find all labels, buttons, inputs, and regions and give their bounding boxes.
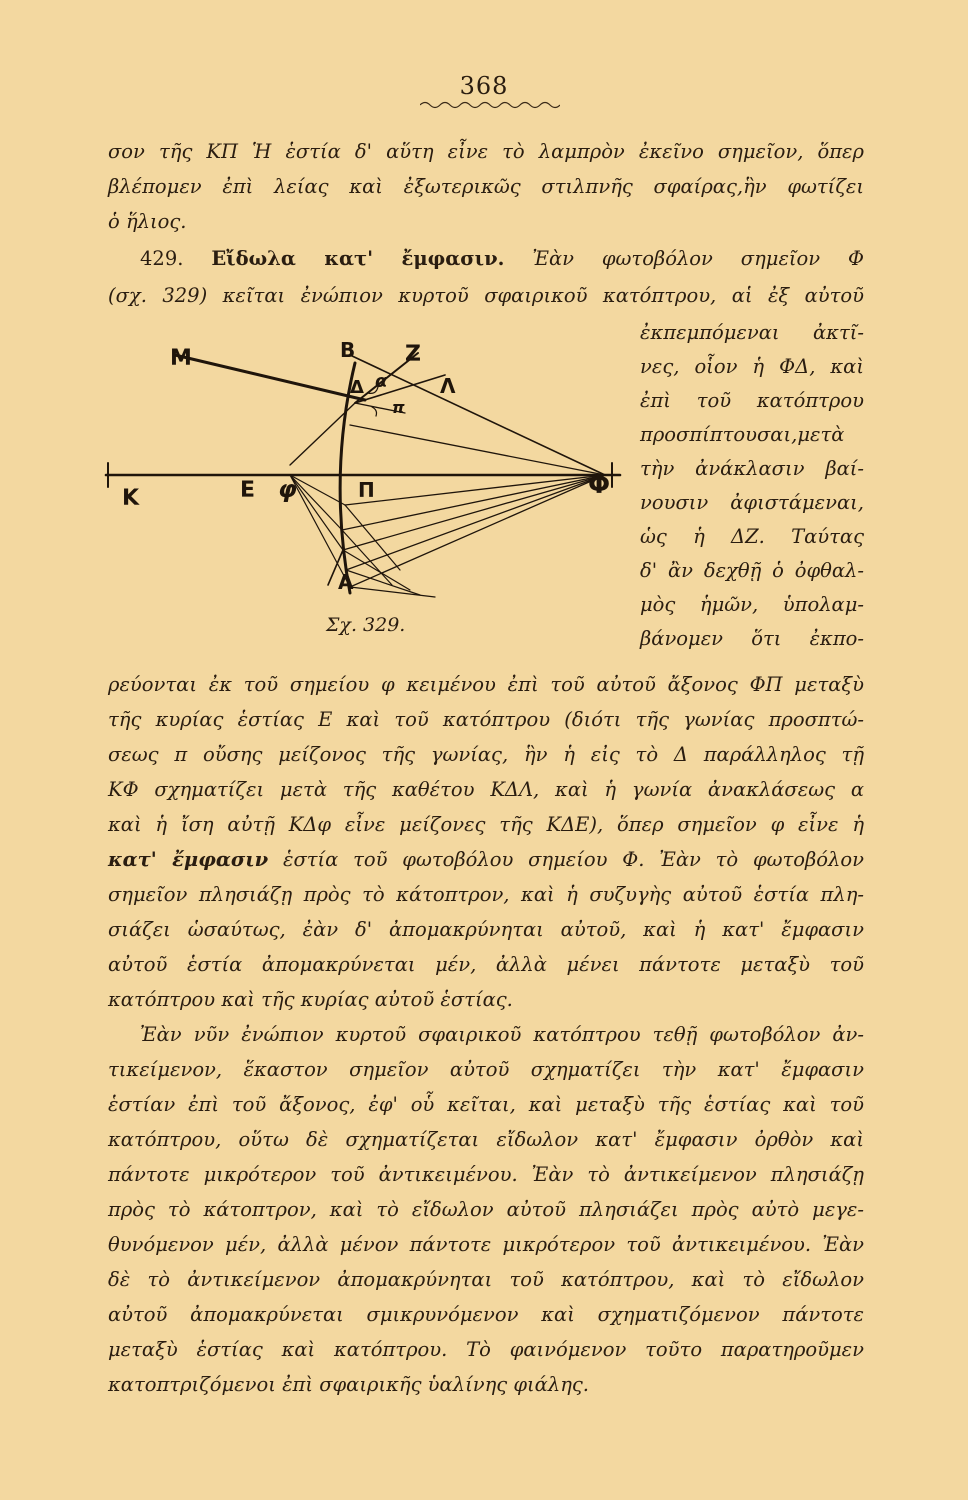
reflect-3 — [290, 475, 343, 550]
convex-mirror-diagram — [100, 335, 625, 615]
text-line: σον τῆς ΚΠ Ἡ ἑστία δ' αὕτη εἶνε τὸ λαμπρὸν ἐκεῖνο σημεῖον, ὅπερ — [108, 140, 864, 163]
text-line: αὐτοῦ ἑστία ἀπομακρύνεται μέν, ἀλλὰ μένει πάντοτε μεταξὺ τοῦ — [108, 953, 864, 976]
text-line: κατοπτριζόμενοι ἐπὶ σφαιρικῆς ὑαλίνης φιάλης. — [108, 1373, 589, 1396]
reflect-2 — [290, 475, 342, 530]
section-rest: Ἐὰν φωτοβόλον σημεῖον Φ — [532, 247, 865, 270]
section-title: Εἴδωλα κατ' ἔμφασιν. — [211, 247, 505, 270]
label-K: Κ — [122, 486, 140, 511]
text-line: ΚΦ σχηματίζει μετὰ τῆς καθέτου ΚΔΛ, καὶ ἡ γωνία ἀνακλάσεως α — [108, 778, 864, 801]
side-line: νουσιν ἀφιστάμεναι, — [640, 491, 864, 514]
page-number: 368 — [459, 72, 509, 100]
label-Phi: Φ — [588, 470, 611, 500]
outgoing-4 — [350, 587, 435, 597]
side-line: τὴν ἀνάκλασιν βαί- — [640, 457, 864, 480]
side-line: ὡς ἡ ΔΖ. Ταύτας — [640, 525, 864, 548]
ray-M — [175, 355, 365, 400]
label-phi: φ — [278, 475, 297, 503]
pi-arc — [372, 407, 377, 416]
text-line: αὐτοῦ ἀπομακρύνεται σμικρυνόμενον καὶ σχηματιζόμενον πάντοτε — [108, 1303, 864, 1326]
text-line: μεταξὺ ἑστίας καὶ κατόπτρου. Τὸ φαινόμενον τοῦτο παρατηροῦμεν — [108, 1338, 864, 1361]
ray-fan-5 — [346, 475, 605, 570]
side-line: προσπίπτουσαι,μετὰ — [640, 423, 845, 446]
text-line: κατόπτρου καὶ τῆς κυρίας αὐτοῦ ἑστίας. — [108, 988, 513, 1011]
text-line: καὶ ἡ ἴση αὐτῇ ΚΔφ εἶνε μείζονες τῆς ΚΔΕ), ὅπερ σημεῖον φ εἶνε ἡ — [108, 813, 864, 836]
ray-B-phi — [350, 355, 605, 475]
text-line: δὲ τὸ ἀντικείμενον ἀπομακρύνηται τοῦ κατόπτρου, καὶ τὸ εἴδωλον — [108, 1268, 864, 1291]
ray-fan-1 — [350, 425, 605, 475]
text-line: σεως π οὔσης μείζονος τῆς γωνίας, ἣν ἡ εἰς τὸ Δ παράλληλος τῇ — [108, 743, 864, 766]
bold-term: κατ' ἔμφασιν — [108, 848, 269, 871]
label-B: Β — [340, 338, 356, 362]
ray-fan-6 — [350, 475, 605, 587]
ray-fan-4 — [343, 475, 605, 550]
side-line: ἐπὶ τοῦ κατόπτρου — [640, 389, 864, 412]
text-line: σημεῖον πλησιάζῃ πρὸς τὸ κάτοπτρον, καὶ ἡ συζυγὴς αὐτοῦ ἑστία πλη- — [108, 883, 864, 906]
line-rest: ἑστία τοῦ φωτοβόλου σημείου Φ. Ἐὰν τὸ φωτοβόλον — [268, 848, 864, 871]
section-number: 429. — [140, 247, 184, 270]
text-line: πάντοτε μικρότερον τοῦ ἀντικειμένου. Ἐὰν τὸ ἀντικείμενον πλησιάζῃ — [108, 1163, 864, 1186]
label-A: Α — [338, 570, 354, 594]
text-line: ρεύονται ἐκ τοῦ σημείου φ κειμένου ἐπὶ τοῦ αὐτοῦ ἄξονος ΦΠ μεταξὺ — [108, 673, 864, 696]
label-P: Π — [358, 478, 375, 502]
normal-line — [290, 403, 355, 465]
text-line: ἑστίαν ἐπὶ τοῦ ἄξονος, ἐφ' οὗ κεῖται, καὶ μεταξὺ τῆς ἑστίας καὶ τοῦ — [108, 1093, 864, 1116]
text-line: τῆς κυρίας ἑστίας Ε καὶ τοῦ κατόπτρου (διότι τῆς γωνίας προσπτώ- — [108, 708, 864, 731]
side-line: μὸς ἡμῶν, ὑπολαμ- — [640, 593, 864, 616]
text-line: βλέπομεν ἐπὶ λείας καὶ ἐξωτερικῶς στιλπνῆς σφαίρας,ἣν φωτίζει — [108, 175, 864, 198]
side-line: νες, οἷον ἡ ΦΔ, καὶ — [640, 355, 864, 378]
side-line: ἐκπεμπόμεναι ἀκτῖ- — [640, 321, 864, 344]
ray-fan-2 — [345, 475, 605, 505]
label-Delta: Δ — [350, 377, 364, 398]
text-line: πρὸς τὸ κάτοπτρον, καὶ τὸ εἴδωλον αὐτοῦ πλησιάζει πρὸς αὐτὸ μεγε- — [108, 1198, 864, 1221]
text-line: σιάζει ὡσαύτως, ἐὰν δ' ἀπομακρύνηται αὐτοῦ, καὶ ἡ κατ' ἔμφασιν — [108, 918, 864, 941]
ray-fan-3 — [342, 475, 605, 530]
side-line: βάνομεν ὅτι ἐκπο- — [640, 627, 864, 650]
text-line: κατόπτρου, οὕτω δὲ σχηματίζεται εἴδωλον κατ' ἔμφασιν ὀρθὸν καὶ — [108, 1128, 864, 1151]
label-Z: Ζ — [405, 342, 421, 367]
label-E: Ε — [240, 478, 256, 503]
label-Lambda: Λ — [440, 374, 456, 398]
figure-caption: Σχ. 329. — [326, 614, 406, 636]
wavy-ornament — [420, 100, 560, 110]
text-line: τικείμενον, ἕκαστον σημεῖον αὐτοῦ σχηματίζει τὴν κατ' ἔμφασιν — [108, 1058, 864, 1081]
section-heading-line — [140, 244, 864, 274]
label-pi: π — [392, 398, 405, 417]
label-alpha: α — [375, 371, 388, 392]
text-line: θυνόμενον μέν, ἀλλὰ μένον πάντοτε μικρότερον τοῦ ἀντικειμένου. Ἐὰν — [108, 1233, 864, 1256]
side-line: δ' ἂν δεχθῇ ὁ ὀφθαλ- — [640, 559, 864, 582]
text-line: ὁ ἥλιος. — [108, 210, 187, 233]
text-line: (σχ. 329) κεῖται ἐνώπιον κυρτοῦ σφαιρικοῦ κατόπτρου, αἱ ἐξ αὐτοῦ — [108, 284, 864, 307]
label-M: Μ — [170, 346, 192, 371]
text-line — [108, 845, 864, 875]
text-line: Ἐὰν νῦν ἐνώπιον κυρτοῦ σφαιρικοῦ κατόπτρου τεθῇ φωτοβόλον ἀν- — [140, 1023, 864, 1046]
